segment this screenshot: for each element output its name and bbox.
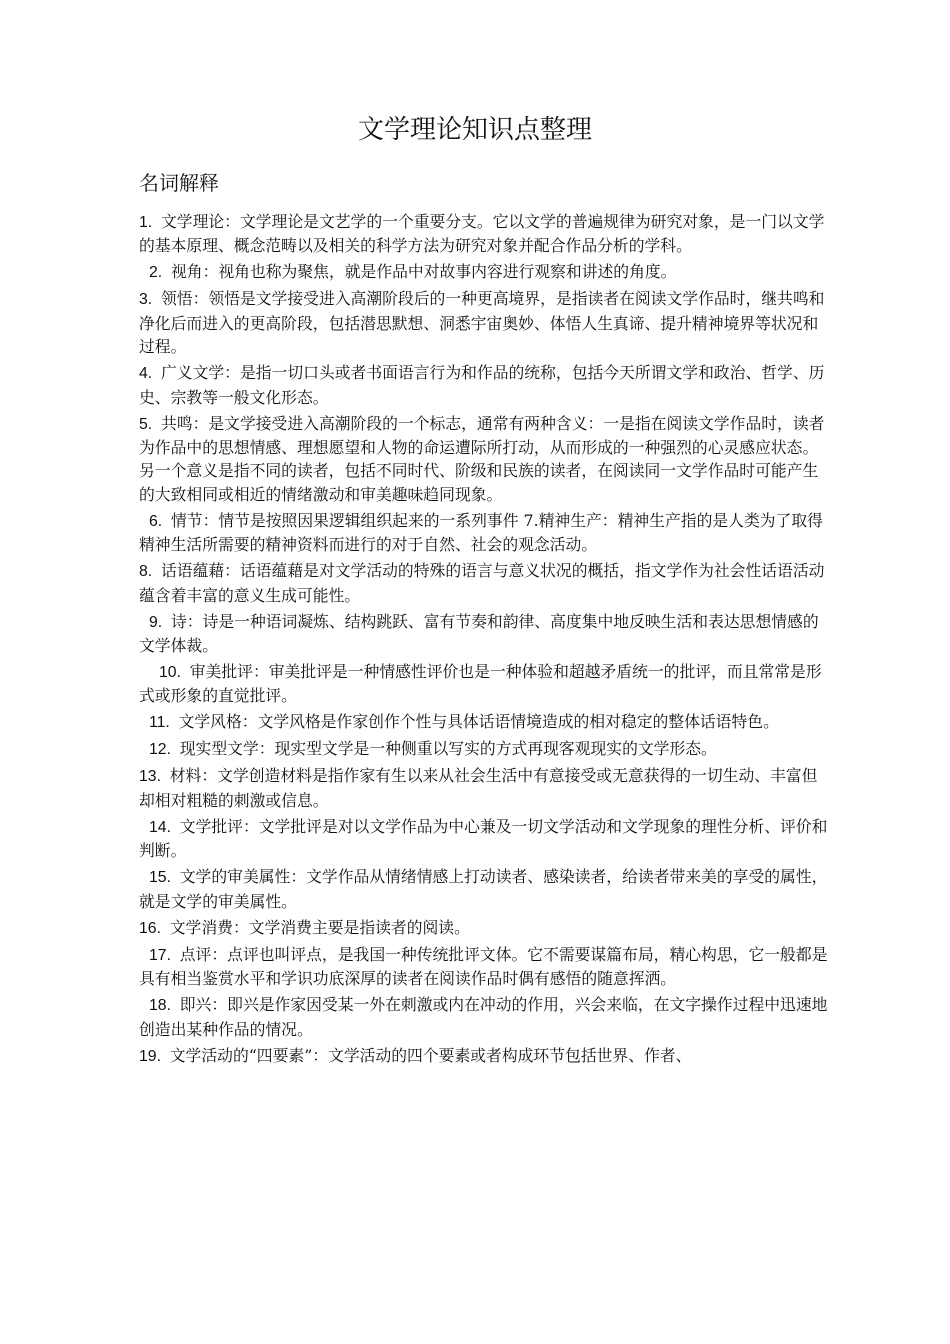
entry-5 [139, 412, 829, 507]
entry-text: 共鸣：是文学接受进入高潮阶段的一个标志，通常有两种含义：一是指在阅读文学作品时，读者为作品中的思想情感、理想愿望和人物的命运遭际所打动，从而形成的一种强烈的心灵感应状态。另一个意义是指不同的读者，包括不同时代、阶级和民族的读者，在阅读同一文学作品时可能产生的大致相同或相近的情绪激动和审美趣味趋同现象。 [139, 413, 825, 504]
entry-text: 文学风格：文学风格是作家创作个性与具体话语情境造成的相对稳定的整体话语特色。 [178, 712, 779, 732]
entry-number: 5. [139, 415, 153, 433]
entry-text: 即兴：即兴是作家因受某一外在刺激或内在冲动的作用，兴会来临，在文字操作过程中迅速地创造出某种作品的情况。 [139, 995, 828, 1039]
entry-text: 材料：文学创造材料是指作家有生以来从社会生活中有意接受或无意获得的一切生动、丰富但却相对粗糙的刺激或信息。 [139, 766, 818, 810]
entry-text: 广义文学：是指一切口头或者书面语言行为和作品的统称，包括今天所谓文学和政治、哲学、历史、宗教等一般文化形态。 [139, 363, 825, 407]
entry-number: 17. [149, 946, 171, 964]
entry-text: 现实型文学：现实型文学是一种侧重以写实的方式再现客观现实的文学形态。 [179, 739, 717, 759]
entry-number: 18. [149, 997, 171, 1015]
entry-number: 14. [149, 818, 171, 836]
entry-number: 16. [139, 919, 161, 937]
entry-text: 诗：诗是一种语词凝炼、结构跳跃、富有节奏和韵律、高度集中地反映生活和表达思想情感的文学体裁。 [139, 611, 819, 656]
entry-number: 2. [149, 264, 163, 282]
entry-number: 9. [149, 613, 163, 631]
entry-11 [139, 710, 829, 734]
entry-number: 4. [139, 365, 153, 383]
section-heading: 名词解释 [139, 171, 219, 195]
entry-text: 领悟：领悟是文学接受进入高潮阶段后的一种更高境界，是指读者在阅读文学作品时，继共鸣和净化后而进入的更高阶段，包括潜思默想、洞悉宇宙奥妙、体悟人生真谛、提升精神境界等状况和过程。 [139, 289, 825, 357]
entry-text: 话语蕴藉：话语蕴藉是对文学活动的特殊的语言与意义状况的概括，指文学作为社会性话语活动蕴含着丰富的意义生成可能性。 [139, 561, 825, 605]
entry-10 [139, 660, 829, 708]
entry-14 [139, 815, 829, 863]
entry-15 [139, 865, 829, 913]
entry-number: 12. [149, 741, 171, 759]
entry-4 [139, 361, 829, 409]
entry-text: 文学理论：文学理论是文艺学的一个重要分支。它以文学的普遍规律为研究对象，是一门以文学的基本原理、概念范畴以及相关的科学方法为研究对象并配合作品分析的学科。 [139, 212, 825, 256]
entry-17 [139, 943, 829, 991]
entry-16 [139, 916, 829, 940]
entry-number: 15. [149, 869, 171, 887]
entry-text: 情节：情节是按照因果逻辑组织起来的一系列事件 7.精神生产：精神生产指的是人类为了取得精神生活所需要的精神资料而进行的对于自然、社会的观念活动。 [139, 510, 823, 555]
entry-text: 文学的审美属性：文学作品从情绪情感上打动读者、感染读者，给读者带来美的享受的属性，就是文学的审美属性。 [139, 867, 828, 911]
entry-number: 10. [159, 664, 181, 682]
entry-text: 视角：视角也称为聚焦，就是作品中对故事内容进行观察和讲述的角度。 [170, 262, 677, 282]
entry-number: 1. [139, 214, 153, 231]
entry-text: 文学消费：文学消费主要是指读者的阅读。 [169, 917, 470, 937]
entry-9 [139, 610, 829, 658]
entry-number: 11. [149, 714, 170, 732]
entry-number: 13. [139, 768, 161, 786]
entry-1 [139, 210, 829, 258]
entry-text: 文学活动的“四要素”：文学活动的四个要素或者构成环节包括世界、作者、 [169, 1045, 692, 1065]
entry-number: 6. [149, 512, 163, 530]
entry-text: 点评：点评也叫评点，是我国一种传统批评文体。它不需要谋篇布局，精心构思，它一般都是具有相当鉴赏水平和学识功底深厚的读者在阅读作品时偶有感悟的随意挥洒。 [139, 944, 828, 989]
entry-13 [139, 764, 829, 812]
entry-12 [139, 737, 829, 761]
page-title: 文学理论知识点整理 [357, 115, 592, 145]
entry-number: 8. [139, 563, 153, 581]
entry-18 [139, 993, 829, 1041]
entry-6 [139, 509, 829, 557]
entry-2 [139, 260, 829, 284]
entry-text: 审美批评：审美批评是一种情感性评价也是一种体验和超越矛盾统一的批评，而且常常是形式或形象的直觉批评。 [139, 662, 822, 706]
entry-number: 3. [139, 291, 153, 309]
entry-text: 文学批评：文学批评是对以文学作品为中心兼及一切文学活动和文学现象的理性分析、评价和判断。 [139, 816, 828, 861]
entry-list [139, 210, 829, 1071]
entry-19 [139, 1044, 829, 1068]
entry-number: 19. [139, 1047, 161, 1065]
entry-3 [139, 287, 829, 358]
entry-8 [139, 559, 829, 607]
